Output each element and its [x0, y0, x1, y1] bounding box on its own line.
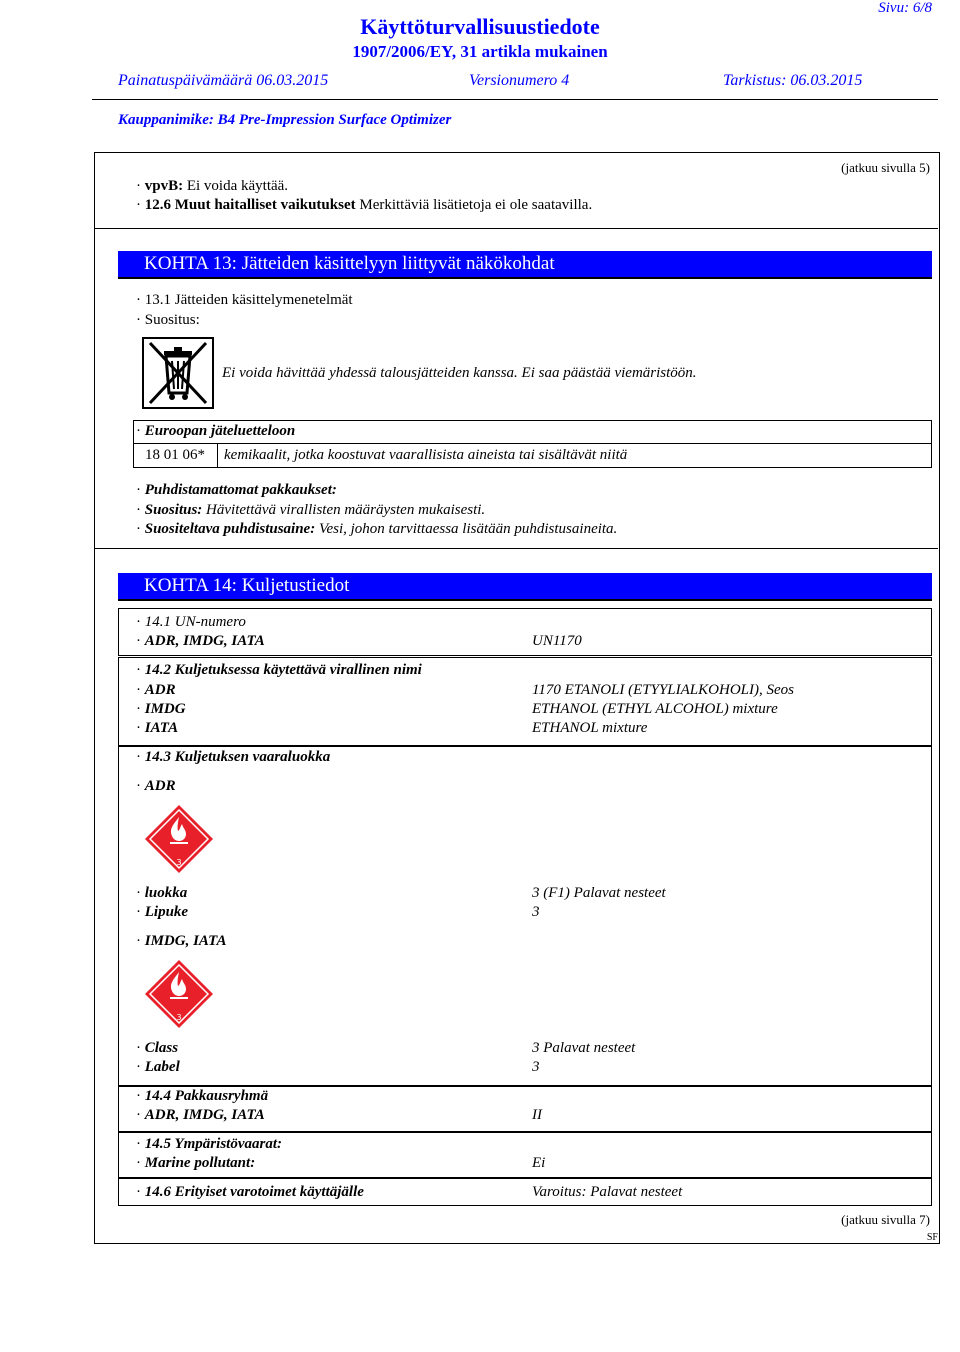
s144-label: · 14.4 Pakkausryhmä: [136, 1088, 268, 1104]
un-row-label: [136, 633, 265, 650]
s146-value: Varoitus: Palavat nesteet: [532, 1184, 683, 1200]
flammable-liquid-diamond-icon: [143, 803, 215, 875]
s141-heading: [136, 614, 246, 631]
packaging-title-text: · Puhdistamattomat pakkaukset:: [136, 482, 337, 498]
s145-label: · 14.5 Ympäristövaarat:: [136, 1136, 282, 1152]
waste-code: 18 01 06*: [145, 447, 205, 463]
document-title: Käyttöturvallisuustiedote: [360, 14, 600, 39]
s141-label: · 14.1 UN-numero: [136, 614, 246, 630]
section-14-heading: KOHTA 14: Kuljetustiedot: [118, 573, 932, 601]
version-number: Versionumero 4: [469, 72, 570, 89]
waste-description: kemikaalit, jotka koostuvat vaarallisista aineista tai sisältävät niitä: [224, 447, 628, 463]
waste-list-title-text: · Euroopan jäteluetteloon: [136, 423, 295, 439]
s143-label: · 14.3 Kuljetuksen vaaraluokka: [136, 749, 330, 765]
marine-label: [136, 1155, 255, 1172]
continued-from-note: (jatkuu sivulla 5): [841, 160, 930, 175]
pg-label: [136, 1107, 265, 1124]
language-code: SF: [926, 1232, 938, 1243]
adr-name-label: [136, 682, 176, 699]
iata-name-label: [136, 720, 178, 737]
lipuke-label: [136, 904, 188, 921]
label-label: [136, 1059, 180, 1076]
luokka-value: 3 (F1) Palavat nesteet: [532, 885, 666, 901]
hazard-class-number: 3: [176, 858, 182, 867]
suositus-line: [136, 312, 200, 329]
cleaner-line: [136, 521, 617, 538]
iata-name-value: ETHANOL mixture: [532, 720, 648, 736]
lipuke-value: 3: [532, 904, 540, 920]
cleaner-label: · Suositeltava puhdistusaine:: [136, 521, 315, 537]
s126-line: [136, 197, 592, 214]
section-separator: [95, 548, 938, 549]
s145-heading: [136, 1136, 282, 1153]
waste-list-divider: [133, 443, 931, 444]
label-label-text: · Label: [136, 1059, 180, 1075]
s131-heading: [136, 292, 353, 309]
product-name: Kauppanimike: B4 Pre-Impression Surface Optimizer: [118, 112, 452, 128]
adr-hazard-head: [136, 778, 176, 795]
s144-heading: [136, 1088, 268, 1105]
class-label: [136, 1040, 178, 1057]
disposal-text: Ei voida hävittää yhdessä talousjätteiden kanssa. Ei saa päästää viemäristöön.: [222, 365, 697, 381]
s143-heading: [136, 749, 330, 766]
pack-suositus-label: · Suositus:: [136, 502, 202, 518]
pg-label-text: · ADR, IMDG, IATA: [136, 1107, 265, 1123]
adr-hazard-head-text: · ADR: [136, 778, 176, 794]
class-value: 3 Palavat nesteet: [532, 1040, 636, 1056]
imdg-name-label-text: · IMDG: [136, 701, 186, 717]
vpvb-value: Ei voida käyttää.: [186, 178, 289, 194]
adr-name-value: 1170 ETANOLI (ETYYLIALKOHOLI), Seos: [532, 682, 794, 698]
imdg-name-label: [136, 701, 186, 718]
header-divider: [92, 99, 938, 100]
s146-heading: [136, 1184, 364, 1201]
marine-label-text: · Marine pollutant:: [136, 1155, 255, 1171]
waste-code-divider: [217, 443, 218, 467]
s131-label: · 13.1 Jätteiden käsittelymenetelmät: [136, 292, 353, 308]
section-separator: [95, 228, 938, 229]
s142-heading: [136, 662, 422, 679]
luokka-label: [136, 885, 187, 902]
imdg-iata-hazard-head: [136, 933, 226, 950]
vpvb-label: · vpvB:: [136, 178, 183, 194]
pg-value: II: [532, 1107, 542, 1123]
regulation-subtitle: 1907/2006/EY, 31 artikla mukainen: [352, 42, 608, 61]
adr-name-label-text: · ADR: [136, 682, 176, 698]
packaging-title: [136, 482, 337, 499]
lipuke-label-text: · Lipuke: [136, 904, 188, 920]
hazard-class-box: [118, 745, 932, 1087]
flammable-liquid-diamond-icon: [143, 958, 215, 1030]
continued-to-note: (jatkuu sivulla 7): [841, 1212, 930, 1227]
hazard-class-number: 3: [176, 1013, 182, 1022]
cleaner-value: Vesi, johon tarvittaessa lisätään puhdistusaineita.: [318, 521, 618, 537]
pack-suositus-value: Hävitettävä virallisten määräysten mukaisesti.: [206, 502, 486, 518]
print-date: Painatuspäivämäärä 06.03.2015: [118, 72, 329, 89]
luokka-label-text: · luokka: [136, 885, 187, 901]
s126-label: · 12.6 Muut haitalliset vaikutukset: [136, 197, 356, 213]
s126-value: Merkittäviä lisätietoja ei ole saatavilla.: [359, 197, 593, 213]
imdg-name-value: ETHANOL (ETHYL ALCOHOL) mixture: [532, 701, 778, 717]
waste-list-title: [136, 423, 295, 440]
vpvb-line: [136, 178, 288, 195]
s142-label: · 14.2 Kuljetuksessa käytettävä virallinen nimi: [136, 662, 422, 678]
iata-name-label-text: · IATA: [136, 720, 178, 736]
class-label-text: · Class: [136, 1040, 178, 1056]
suositus-label: · Suositus:: [136, 312, 200, 328]
s146-label: · 14.6 Erityiset varotoimet käyttäjälle: [136, 1184, 364, 1200]
marine-value: Ei: [532, 1155, 546, 1171]
revision-date: Tarkistus: 06.03.2015: [723, 72, 863, 89]
page-number: Sivu: 6/8: [878, 0, 932, 16]
un-number-value: UN1170: [532, 633, 582, 649]
packaging-recommendation: [136, 502, 485, 519]
label-value: 3: [532, 1059, 540, 1075]
un-row-label-text: · ADR, IMDG, IATA: [136, 633, 265, 649]
crossed-out-wheelie-bin-icon: [142, 337, 214, 409]
imdg-iata-hazard-head-text: · IMDG, IATA: [136, 933, 226, 949]
section-13-heading: KOHTA 13: Jätteiden käsittelyyn liittyvät näkökohdat: [118, 251, 932, 279]
